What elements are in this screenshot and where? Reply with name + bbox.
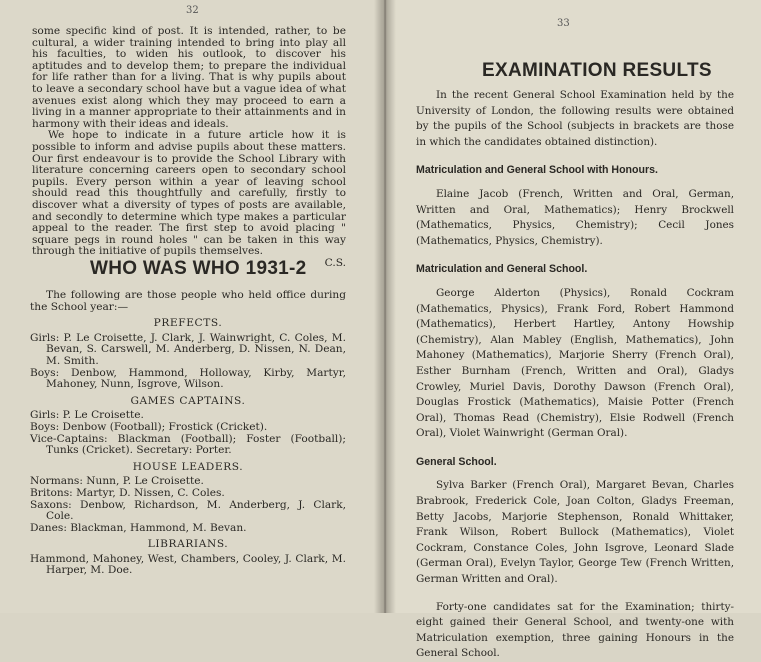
games-captains-heading: GAMES CAPTAINS. bbox=[130, 394, 246, 407]
matriculation-list: George Alderton (Physics), Ronald Cockram (Mathematics, Physics), Frank Ford, Robert Hammond (Mathematics), Herbert Hartley, Antony Howship (Chemistry), Alan Mabley (English, Mathematics), John Mahoney (Mathematics), Marjorie Sherry (French Oral), Esther Burnham (French, Written and Oral), Gladys Crowley, Muriel Davis, Dorothy Dawson (French Oral), Douglas Frostick (Mathematics), Maisie Potter (French Oral), Thomas Read (Chemistry), Elsie Rodwell (French Oral), Violet Wainwright (German Oral). bbox=[416, 286, 734, 440]
matriculation-heading: Matriculation and General School. bbox=[416, 263, 588, 276]
page-number-right: 33 bbox=[557, 18, 570, 29]
games-captains-girls: Girls: P. Le Croisette. bbox=[30, 409, 144, 422]
left-page bbox=[0, 0, 382, 613]
librarians-heading: LIBRARIANS. bbox=[147, 538, 229, 551]
prefects-girls: Girls: P. Le Croisette, J. Clark, J. Wainwright, C. Coles, M. Bevan, S. Carswell, M. Anderberg, D. Nissen, N. Dean, M. Smith. bbox=[30, 331, 346, 367]
vice-captains: Vice-Captains: Blackman (Football); Foster (Football); Tunks (Cricket). Secretary: Porter. bbox=[30, 432, 346, 457]
page-number-left: 32 bbox=[186, 5, 199, 16]
who-intro: The following are those people who held office during the School year:— bbox=[30, 289, 346, 313]
house-danes: Danes: Blackman, Hammond, M. Bevan. bbox=[30, 521, 247, 534]
book-gutter bbox=[374, 0, 396, 613]
general-school-heading: General School. bbox=[416, 455, 497, 468]
honours-heading: Matriculation and General School with Honours. bbox=[416, 164, 658, 177]
games-captains-boys: Boys: Denbow (Football); Frostick (Cricket). bbox=[30, 420, 268, 433]
right-page bbox=[382, 0, 761, 660]
honours-list: Elaine Jacob (French, Written and Oral, German, Written and Oral, Mathematics); Henry Brockwell (Mathematics, Physics, Chemistry); Cecil Jones (Mathematics, Physics, Chemistry). bbox=[416, 187, 734, 247]
librarians-list: Hammond, Mahoney, West, Chambers, Cooley, J. Clark, M. Harper, M. Doe. bbox=[30, 552, 346, 577]
article-paragraph: some specific kind of post. It is intended, rather, to be cultural, a wider training intended to bring into play all his faculties, to widen his outlook, to discover his aptitudes and to develop them; to prepare the individual for life rather than for a living. That is why pupils about to leave a secondary school have but a vague idea of what avenues exist along which they may proceed to earn a living in a manner appropriate to their attainments and in harmony with their ideas and ideals. bbox=[32, 25, 346, 130]
house-leaders-heading: HOUSE LEADERS. bbox=[132, 460, 244, 473]
careers-article bbox=[32, 26, 346, 269]
exam-summary: Forty-one candidates sat for the Examination; thirty-eight gained their General School, and twenty-one with Matriculation exemption, three gaining Honours in the General School. bbox=[416, 600, 734, 660]
prefects-heading: PREFECTS. bbox=[153, 317, 223, 330]
house-normans: Normans: Nunn, P. Le Croisette. bbox=[30, 475, 204, 488]
house-saxons: Saxons: Denbow, Richardson, M. Anderberg, J. Clark, Cole. bbox=[30, 498, 346, 523]
who-was-who-body bbox=[30, 290, 346, 577]
exam-intro: In the recent General School Examination held by the University of London, the following results were obtained by the pupils of the School (subjects in brackets are those in which the candidates obtained distinction). bbox=[416, 89, 734, 148]
article-signature: C.S. bbox=[324, 256, 346, 269]
house-britons: Britons: Martyr, D. Nissen, C. Coles. bbox=[30, 486, 225, 499]
article-paragraph: We hope to indicate in a future article how it is possible to inform and advise pupils about these matters. Our first endeavour is to provide the School Library with literature concerning careers open to secondary school pupils. Every person within a year of leaving school should read this thoughtfully and carefully, firstly to discover what a diversity of types of posts are available, and secondly to determine which type makes a particular appeal to the reader. The first step to avoid placing " square pegs in round holes " can be taken in this way through the initiative of pupils themselves. bbox=[32, 129, 346, 258]
prefects-boys: Boys: Denbow, Hammond, Holloway, Kirby, Martyr, Mahoney, Nunn, Isgrove, Wilson. bbox=[30, 366, 346, 391]
examination-results-title: EXAMINATION RESULTS bbox=[482, 60, 712, 81]
general-school-list: Sylva Barker (French Oral), Margaret Bevan, Charles Brabrook, Frederick Cole, Joan Colton, Gladys Freeman, Betty Jacobs, Marjorie Stephenson, Ronald Whittaker, Frank Wilson, Robert Bullock (Mathematics), Violet Cockram, Constance Coles, John Isgrove, Leonard Slade (German Oral), Evelyn Taylor, George Tew (French Written, German Written and Oral). bbox=[416, 479, 734, 586]
who-was-who-title: WHO WAS WHO 1931-2 bbox=[90, 258, 307, 279]
examination-results-body bbox=[416, 88, 734, 662]
